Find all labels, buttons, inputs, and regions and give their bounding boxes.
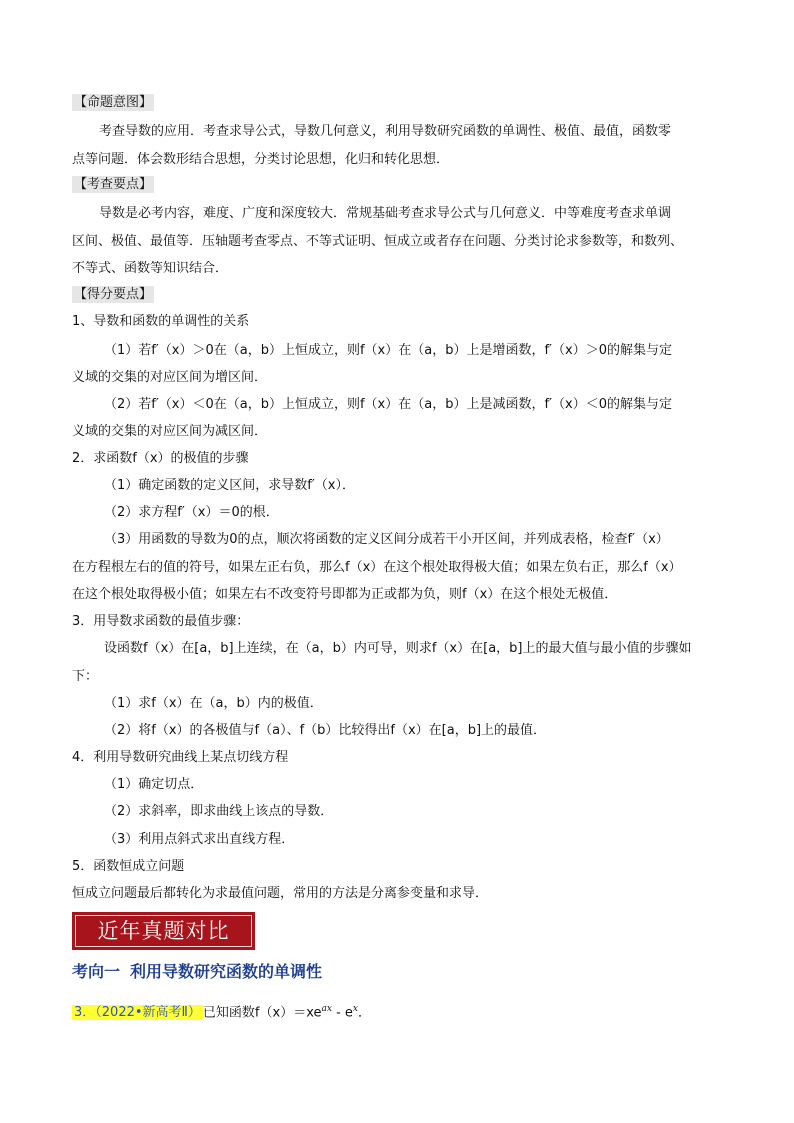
point-2b: （2）求方程f′（x）＝0的根． [104, 505, 279, 520]
point-3-intro-line-2: 下： [72, 669, 99, 684]
section-intent-title: 【命题意图】 [74, 95, 153, 110]
point-3-title: 3．用导数求函数的最值步骤： [72, 614, 250, 629]
point-4c: （3）利用点斜式求出直线方程． [104, 832, 295, 847]
topic-heading-prefix: 考向一 [72, 962, 121, 981]
topic-heading-text: 利用导数研究函数的单调性 [130, 962, 323, 981]
question-exponent-1: ax [321, 1004, 332, 1014]
point-1a-line-1: （1）若f′（x）＞0在（a，b）上恒成立，则f（x）在（a，b）上是增函数，f′（x）＞0的解集与定 [104, 343, 672, 358]
point-5-title: 5．函数恒成立问题 [72, 859, 185, 874]
point-1a-line-2: 义域的交集的对应区间为增区间． [72, 370, 268, 385]
point-4-title: 4．利用导数研究曲线上某点切线方程 [72, 750, 289, 765]
point-3-intro-line-1: 设函数f（x）在[a，b]上连续，在（a，b）内可导，则求f（x）在[a，b]上的最大值与最小值的步骤如 [104, 641, 692, 656]
question-minus: - e [331, 1005, 353, 1021]
point-2c-line-3: 在这个根处取得极小值；如果左右不改变符号即都为正或都为负，则f（x）在这个根处无极值． [72, 587, 618, 602]
point-5-text: 恒成立问题最后都转化为求最值问题，常用的方法是分离参变量和求导． [72, 886, 489, 901]
intent-text-line-1: 考查导数的应用．考查求导公式，导数几何意义，利用导数研究函数的单调性、极值、最值，函数零 [99, 124, 672, 139]
point-4a: （1）确定切点． [104, 777, 204, 792]
question-source-tag: 3．（2022•新高考Ⅱ） [74, 1005, 201, 1021]
point-1b-line-1: （2）若f′（x）＜0在（a，b）上恒成立，则f（x）在（a，b）上是减函数，f′（x）＜0的解集与定 [104, 397, 672, 412]
point-1-title: 1、导数和函数的单调性的关系 [72, 314, 250, 329]
point-4b: （2）求斜率，即求曲线上该点的导数． [104, 804, 334, 819]
intent-text-line-2: 点等问题．体会数形结合思想，分类讨论思想，化归和转化思想． [72, 152, 450, 167]
key-text-line-1: 导数是必考内容，难度、广度和深度较大．常规基础考查求导公式与几何意义．中等难度考查求单调 [99, 206, 672, 221]
key-text-line-2: 区间、极值、最值等．压轴题考查零点、不等式证明、恒成立或者存在问题、分类讨论求参数等，和数列、 [72, 234, 684, 249]
point-3b: （2）将f（x）的各极值与f（a）、f（b）比较得出f（x）在[a，b]上的最值． [104, 723, 547, 738]
question-exponent-2: x [352, 1004, 358, 1014]
section-key-title: 【考查要点】 [74, 177, 153, 192]
question-line [72, 1000, 371, 1022]
point-3a: （1）求f（x）在（a，b）内的极值． [104, 696, 323, 711]
banner-label: 近年真题对比 [75, 915, 252, 947]
point-2c-line-1: （3）用函数的导数为0的点，顺次将函数的定义区间分成若干小开区间，并列成表格，检查f′（x） [104, 532, 669, 547]
section-banner [72, 912, 255, 950]
section-score-title: 【得分要点】 [74, 287, 153, 302]
point-2-title: 2．求函数f（x）的极值的步骤 [72, 451, 249, 466]
point-1b-line-2: 义域的交集的对应区间为减区间． [72, 424, 268, 439]
point-2c-line-2: 在方程根左右的值的符号，如果左正右负，那么f（x）在这个根处取得极大值；如果左负右正，那么f（x） [72, 560, 682, 575]
question-end: ． [357, 1005, 371, 1021]
key-text-line-3: 不等式、函数等知识结合． [72, 261, 229, 276]
question-stem: 已知函数f（x）＝xe [202, 1005, 322, 1021]
point-2a: （1）确定函数的定义区间，求导数f′（x）． [104, 478, 355, 493]
topic-heading [72, 962, 322, 982]
